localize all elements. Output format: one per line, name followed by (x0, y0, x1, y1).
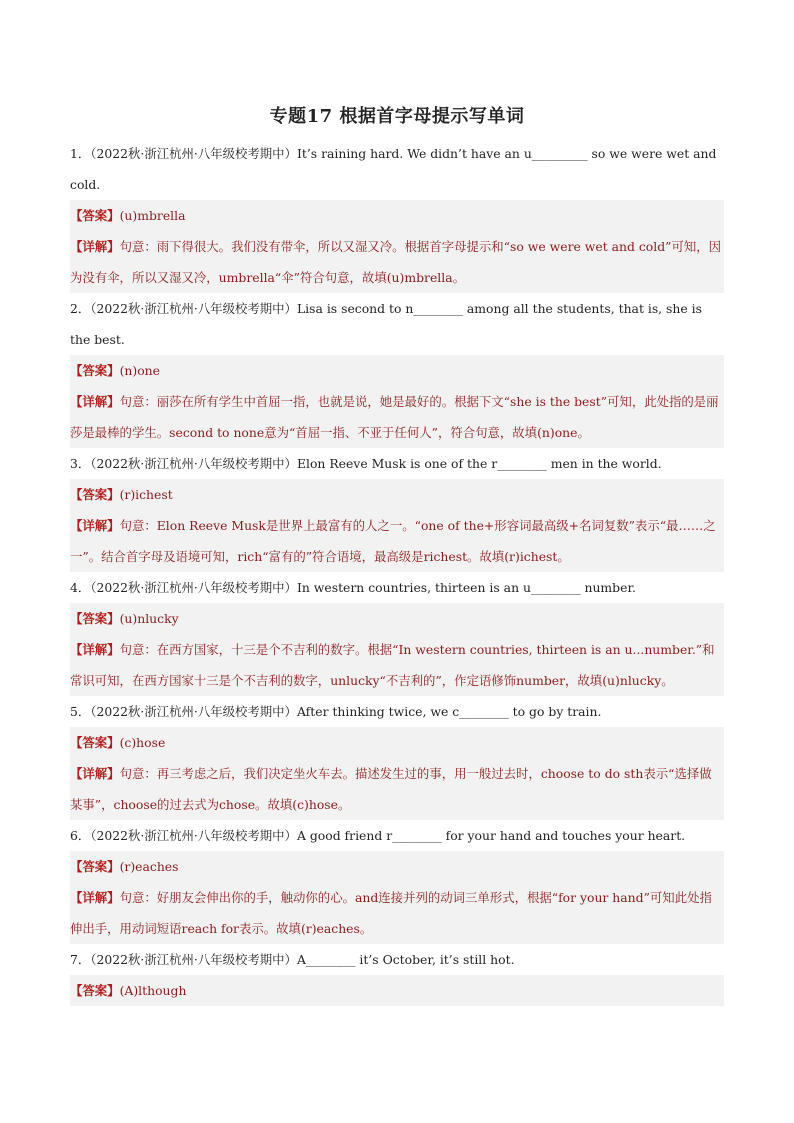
answer-1 (70, 200, 724, 231)
detail-tag: 【详解】 (70, 394, 120, 409)
question-list (70, 138, 724, 1006)
answer-5 (70, 727, 724, 758)
answer-4 (70, 603, 724, 634)
detail-text: 句意：丽莎在所有学生中首屈一指，也就是说，她是最好的。根据下文“she is the best”可知，此处指的是丽莎是最棒的学生。second to none意为“首屈一指、不亚于任何人”，符合句意，故填(n)one。 (70, 394, 719, 440)
detail-tag: 【详解】 (70, 642, 120, 657)
detail-text: 句意：好朋友会伸出你的手，触动你的心。and连接并列的动词三单形式，根据“for your hand”可知此处指伸出手，用动词短语reach for表示。故填(r)eaches。 (70, 890, 712, 936)
answer-text: (u)mbrella (119, 208, 186, 223)
answer-tag: 【答案】 (70, 611, 120, 626)
answer-tag: 【答案】 (70, 363, 120, 378)
detail-text: 句意：雨下得很大。我们没有带伞，所以又湿又冷。根据首字母提示和“so we were wet and cold”可知，因为没有伞，所以又湿又冷，umbrella“伞”符合句意，故填(u)mbrella。 (70, 239, 722, 285)
answer-6 (70, 851, 724, 882)
detail-4 (70, 634, 724, 696)
answer-3 (70, 479, 724, 510)
detail-6 (70, 882, 724, 944)
answer-tag: 【答案】 (70, 735, 120, 750)
answer-text: (n)one (119, 363, 160, 378)
question-4: 4．（2022秋·浙江杭州·八年级校考期中）In western countries, thirteen is an u________ number. (70, 580, 636, 595)
detail-tag: 【详解】 (70, 518, 120, 533)
answer-text: (r)eaches (119, 859, 179, 874)
answer-text: (A)lthough (119, 983, 187, 998)
detail-text: 句意：Elon Reeve Musk是世界上最富有的人之一。“one of the+形容词最高级+名词复数”表示“最……之一”。结合首字母及语境可知，rich“富有的”符合语境，最高级是richest。故填(r)ichest。 (70, 518, 716, 564)
detail-3 (70, 510, 724, 572)
answer-tag: 【答案】 (70, 859, 120, 874)
detail-text: 句意：在西方国家，十三是个不吉利的数字。根据“In western countries, thirteen is an u...number.”和常识可知，在西方国家十三是个不吉利的数字，unlucky“不吉利的”，作定语修饰number，故填(u)nlucky。 (70, 642, 715, 688)
answer-7 (70, 975, 724, 1006)
question-7: 7．（2022秋·浙江杭州·八年级校考期中）A________ it’s October, it’s still hot. (70, 952, 515, 967)
detail-text: 句意：再三考虑之后，我们决定坐火车去。描述发生过的事，用一般过去时，choose to do sth表示“选择做某事”，choose的过去式为chose。故填(c)hose。 (70, 766, 712, 812)
answer-text: (r)ichest (119, 487, 173, 502)
detail-5 (70, 758, 724, 820)
detail-tag: 【详解】 (70, 239, 120, 254)
answer-tag: 【答案】 (70, 983, 120, 998)
question-2: 2．（2022秋·浙江杭州·八年级校考期中）Lisa is second to n________ among all the students, that is, she is the best. (70, 301, 702, 347)
answer-2 (70, 355, 724, 386)
question-6: 6．（2022秋·浙江杭州·八年级校考期中）A good friend r________ for your hand and touches your heart. (70, 828, 686, 843)
answer-text: (c)hose (119, 735, 166, 750)
page-title: 专题17 根据首字母提示写单词 (269, 106, 525, 127)
answer-tag: 【答案】 (70, 487, 120, 502)
detail-2 (70, 386, 724, 448)
question-3: 3．（2022秋·浙江杭州·八年级校考期中）Elon Reeve Musk is one of the r________ men in the world. (70, 456, 662, 471)
detail-1 (70, 231, 724, 293)
question-1: 1．（2022秋·浙江杭州·八年级校考期中）It’s raining hard. We didn’t have an u_________ so we were wet and cold. (70, 146, 717, 192)
answer-tag: 【答案】 (70, 208, 120, 223)
detail-tag: 【详解】 (70, 890, 120, 905)
detail-tag: 【详解】 (70, 766, 120, 781)
question-5: 5．（2022秋·浙江杭州·八年级校考期中）After thinking twice, we c________ to go by train. (70, 704, 602, 719)
answer-text: (u)nlucky (119, 611, 179, 626)
